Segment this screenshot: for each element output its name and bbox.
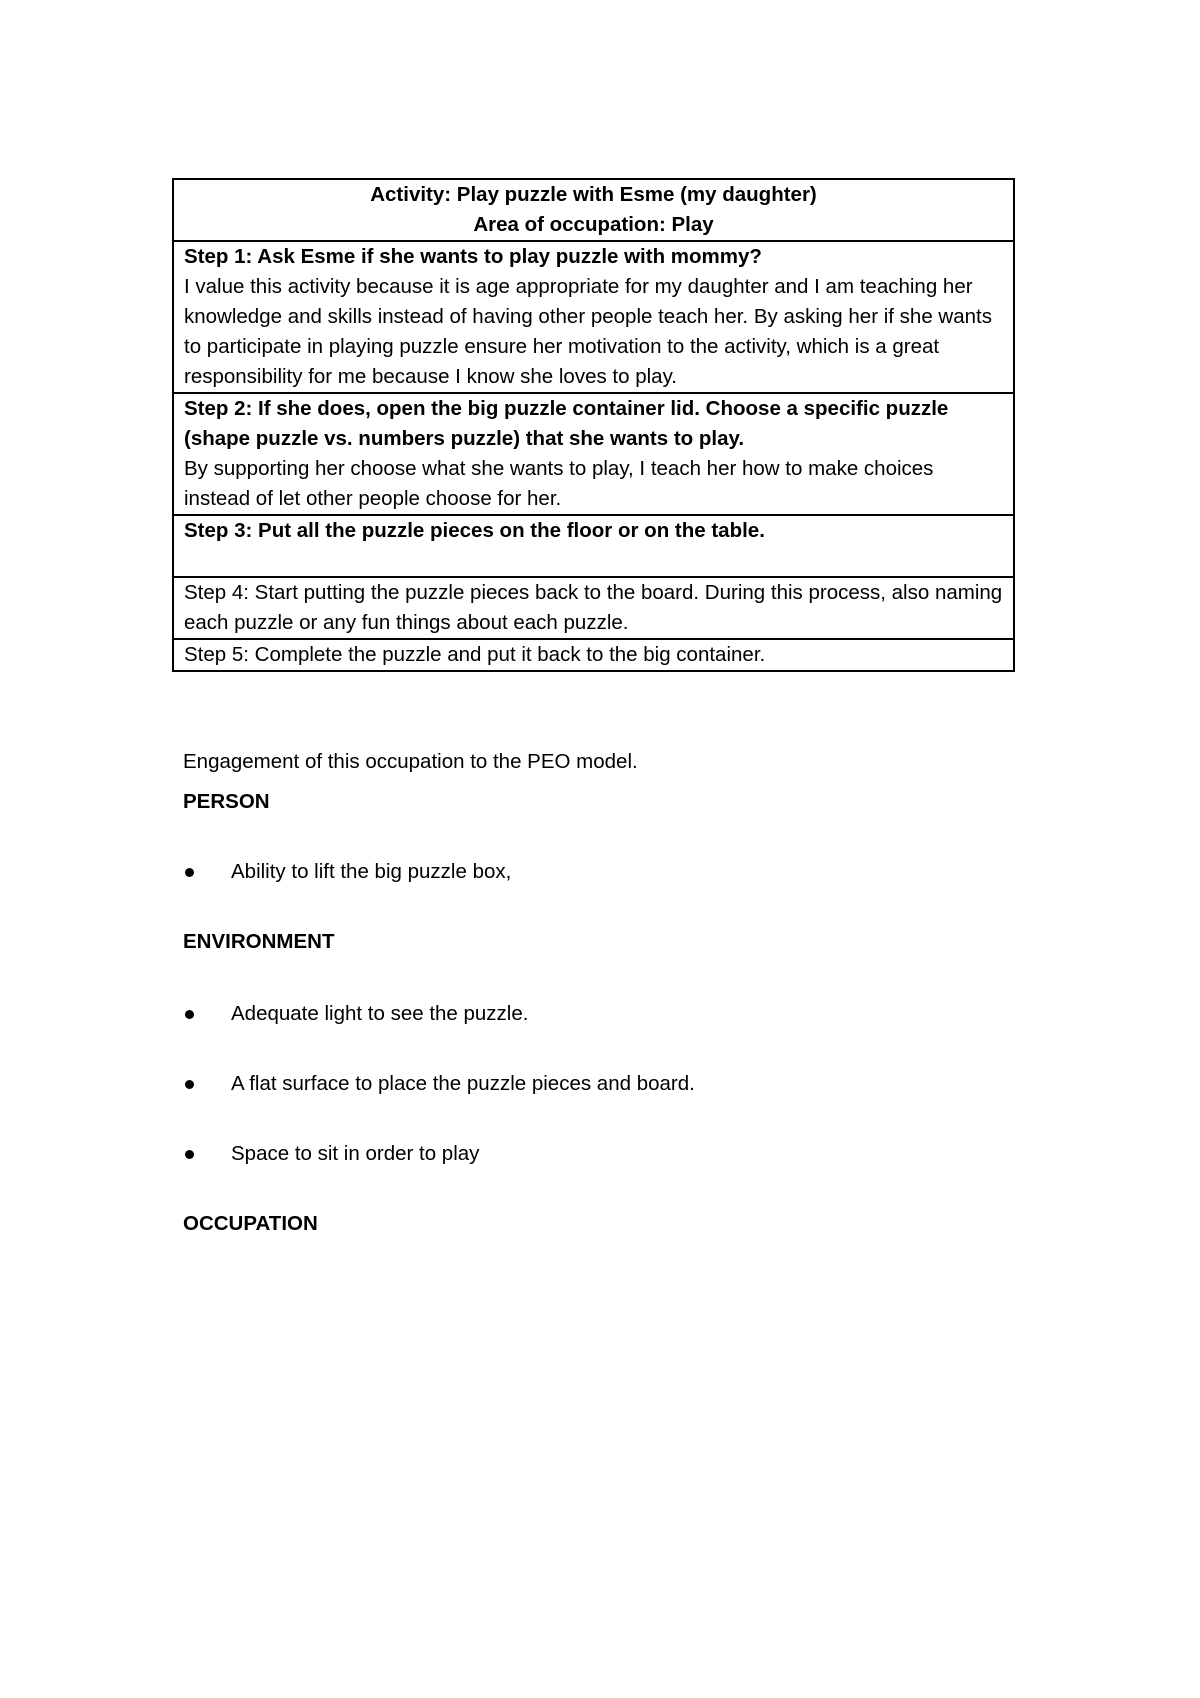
table-header-cell <box>173 179 1014 241</box>
step-5-cell <box>173 639 1014 671</box>
step-2-title: Step 2: If she does, open the big puzzle container lid. Choose a specific puzzle (shape puzzle vs. numbers puzzle) that she wants to play. <box>184 397 949 450</box>
peo-intro-text: Engagement of this occupation to the PEO model. <box>183 750 638 773</box>
list-item <box>183 1140 479 1168</box>
activity-title: Activity: Play puzzle with Esme (my daughter) <box>370 183 817 206</box>
environment-item-3: Space to sit in order to play <box>231 1142 480 1165</box>
occupation-heading: OCCUPATION <box>183 1212 318 1235</box>
step-1-title: Step 1: Ask Esme if she wants to play puzzle with mommy? <box>184 245 762 268</box>
step-4-cell <box>173 577 1014 639</box>
step-1-cell <box>173 241 1014 393</box>
step-3-title: Step 3: Put all the puzzle pieces on the floor or on the table. <box>184 519 765 542</box>
step-2-text: By supporting her choose what she wants to play, I teach her how to make choices instead of let other people choose for her. <box>184 457 934 510</box>
list-item <box>183 1070 695 1098</box>
table-row-step-3 <box>173 515 1014 577</box>
table-row-step-5 <box>173 639 1014 671</box>
bullet-icon <box>185 868 194 877</box>
table-row-step-1 <box>173 241 1014 393</box>
table-row-step-4 <box>173 577 1014 639</box>
bullet-icon <box>185 1010 194 1019</box>
area-of-occupation: Area of occupation: Play <box>473 213 714 236</box>
environment-item-1: Adequate light to see the puzzle. <box>231 1002 529 1025</box>
bullet-icon <box>185 1080 194 1089</box>
list-item <box>183 1000 528 1028</box>
environment-heading: ENVIRONMENT <box>183 930 335 953</box>
table-header-row <box>173 179 1014 241</box>
step-4-text: Step 4: Start putting the puzzle pieces back to the board. During this process, also naming each puzzle or any fun things about each puzzle. <box>184 581 1003 634</box>
activity-table <box>172 178 1015 672</box>
person-item-1: Ability to lift the big puzzle box, <box>231 860 512 883</box>
bullet-icon <box>185 1150 194 1159</box>
step-2-cell <box>173 393 1014 515</box>
person-heading: PERSON <box>183 790 270 813</box>
step-5-text: Step 5: Complete the puzzle and put it back to the big container. <box>184 643 766 666</box>
step-3-cell <box>173 515 1014 577</box>
environment-item-2: A flat surface to place the puzzle pieces and board. <box>231 1072 695 1095</box>
table-row-step-2 <box>173 393 1014 515</box>
list-item <box>183 858 511 886</box>
step-1-text: I value this activity because it is age appropriate for my daughter and I am teaching her knowledge and skills instead of having other people teach her. By asking her if she wants to participate in playing puzzle ensure her motivation to the activity, which is a great responsibility for me because I know she loves to play. <box>184 275 992 388</box>
